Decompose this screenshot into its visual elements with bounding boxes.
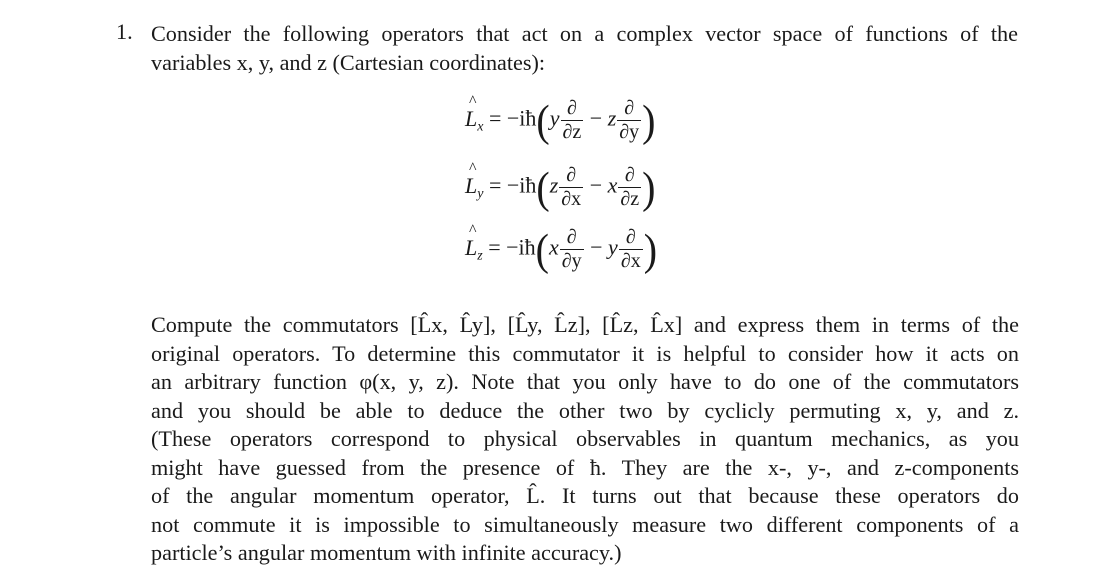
body-line: and you should be able to deduce the other two by cyclicly permuting x, y, and z.	[151, 398, 1019, 423]
eq-lhs: ^ L	[465, 173, 477, 199]
eq-op: −	[589, 172, 603, 198]
eq-t2-frac	[617, 97, 641, 144]
eq-prefix: = −iħ	[488, 172, 537, 198]
eq-t2-coef: x	[607, 172, 618, 198]
eq-t1-frac	[560, 226, 584, 273]
body-line: might have guessed from the presence of ħ. They are the x-, y-, and z-components	[151, 455, 1019, 480]
equation-ly	[465, 164, 655, 211]
body-line: not commute it is impossible to simultaneously measure two different components of a	[151, 512, 1019, 537]
eq-t1-coef: x	[548, 234, 559, 260]
eq-t1-num: ∂	[559, 164, 583, 188]
eq-t1-coef: y	[549, 105, 560, 131]
eq-t2-num: ∂	[619, 226, 643, 250]
eq-t1-den: ∂x	[561, 188, 582, 210]
eq-t2-frac	[618, 164, 641, 211]
equation-lz	[465, 226, 657, 273]
eq-t2-num: ∂	[617, 97, 641, 121]
eq-t1-num: ∂	[561, 97, 584, 121]
open-paren: (	[536, 162, 550, 212]
close-paren: )	[642, 162, 656, 212]
intro-line-1: Consider the following operators that act on a complex vector space of functions of the	[151, 21, 1018, 46]
eq-t2-coef: y	[608, 234, 618, 260]
eq-prefix: = −iħ	[488, 234, 536, 260]
body-line: an arbitrary function φ(x, y, z). Note that you only have to do one of the commutators	[151, 369, 1019, 394]
body-line: particle’s angular momentum with infinite accuracy.)	[151, 540, 622, 565]
eq-op: −	[590, 234, 603, 260]
problem-number: 1.	[116, 19, 133, 44]
body-line: original operators. To determine this commutator it is helpful to consider how it acts on	[151, 341, 1019, 366]
eq-t1-coef: z	[549, 172, 559, 198]
intro-line-2: variables x, y, and z (Cartesian coordinates):	[151, 50, 546, 75]
equation-lx	[465, 97, 655, 144]
eq-t2-den: ∂x	[620, 250, 641, 272]
close-paren: )	[643, 224, 658, 274]
eq-t1-den: ∂y	[561, 250, 582, 272]
eq-t2-frac	[619, 226, 643, 273]
eq-lhs: ^ L	[465, 235, 477, 261]
body-line: Compute the commutators [L̂x, L̂y], [L̂y, L̂z], [L̂z, L̂x] and express them in terms of the	[151, 312, 1019, 337]
body-line: (These operators correspond to physical observables in quantum mechanics, as you	[151, 426, 1019, 451]
eq-t1-frac	[561, 97, 584, 144]
open-paren: (	[535, 224, 549, 274]
eq-t2-den: ∂y	[619, 121, 640, 143]
eq-t1-den: ∂z	[562, 121, 582, 143]
eq-t2-den: ∂z	[620, 188, 640, 210]
eq-op: −	[589, 105, 603, 131]
eq-lhs-sub: z	[477, 248, 483, 264]
close-paren: )	[642, 95, 656, 145]
eq-lhs: ^ L	[465, 106, 477, 132]
eq-t2-num: ∂	[618, 164, 641, 188]
eq-prefix: = −iħ	[488, 105, 537, 131]
open-paren: (	[536, 95, 550, 145]
eq-lhs-sub: x	[477, 119, 484, 135]
body-line: of the angular momentum operator, L̂. It turns out that because these operators do	[151, 483, 1019, 508]
eq-t1-num: ∂	[560, 226, 584, 250]
eq-lhs-sub: y	[477, 186, 484, 202]
eq-t1-frac	[559, 164, 583, 211]
eq-t2-coef: z	[607, 105, 617, 131]
